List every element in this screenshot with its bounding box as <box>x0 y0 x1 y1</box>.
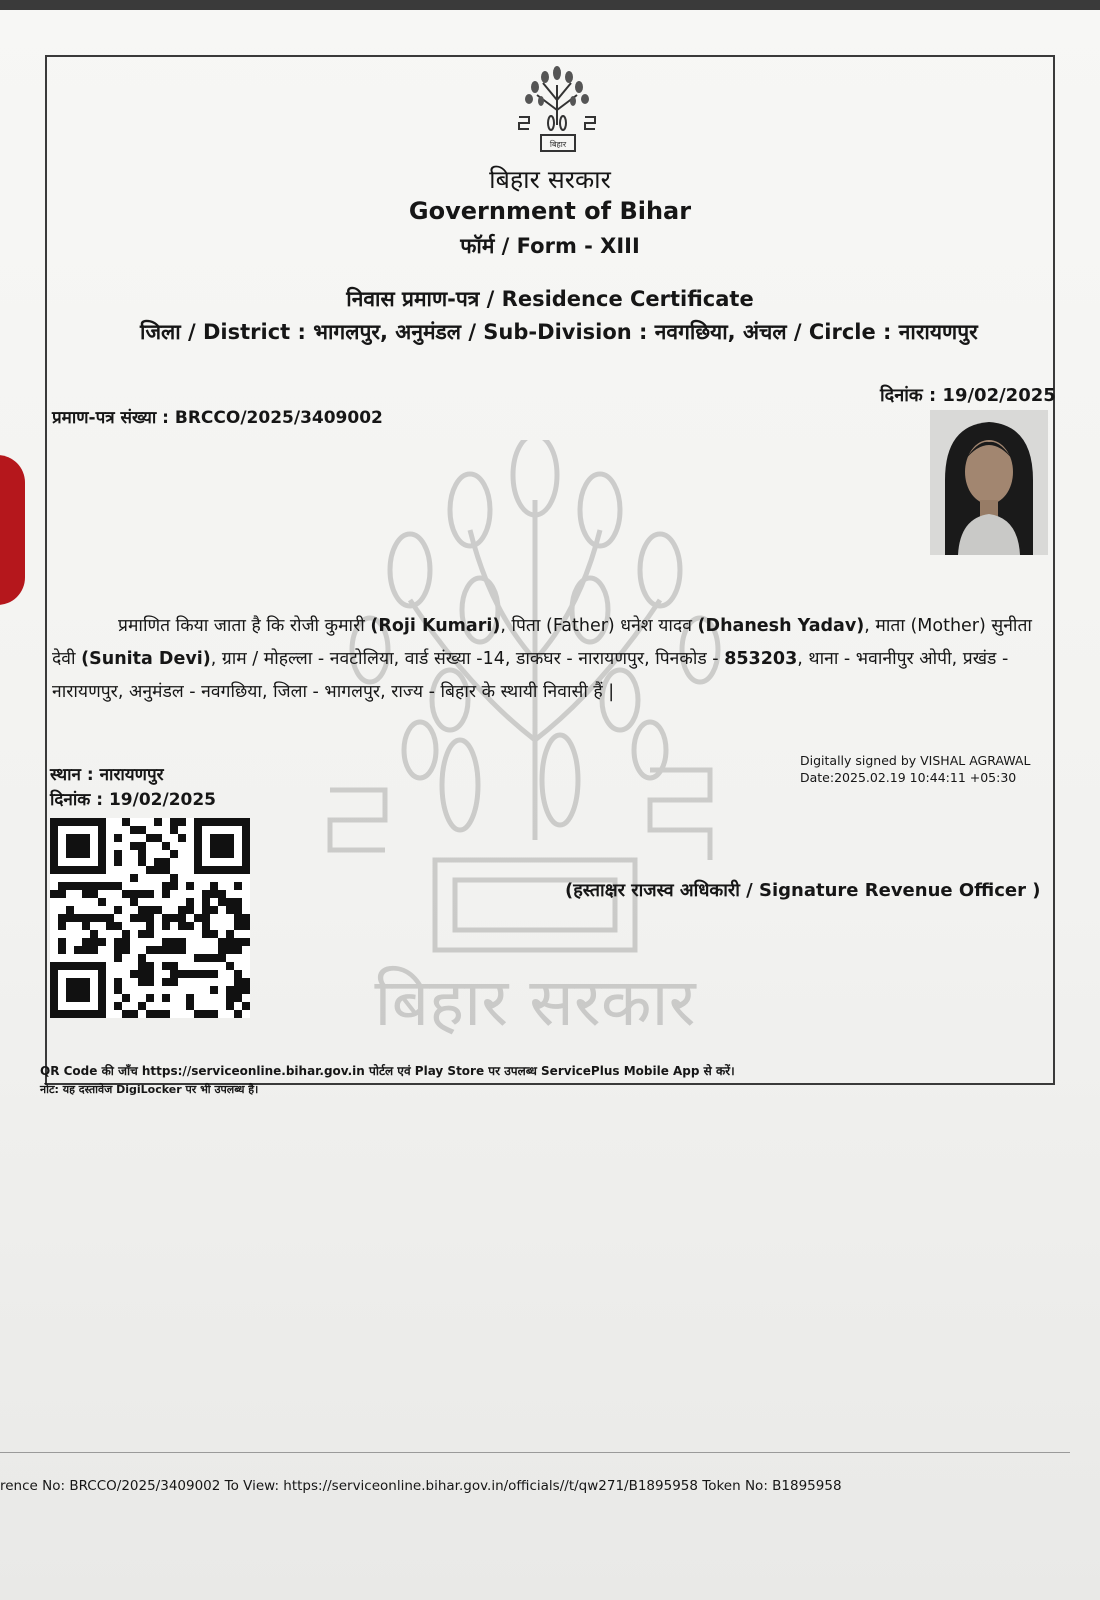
qr-module <box>82 938 90 946</box>
qr-module <box>114 906 122 914</box>
qr-module <box>58 922 66 930</box>
certificate-title: निवास प्रमाण-पत्र / Residence Certificate <box>346 287 754 311</box>
qr-module <box>138 970 146 978</box>
qr-module <box>130 874 138 882</box>
qr-module <box>106 882 114 890</box>
qr-module <box>178 818 186 826</box>
digital-signature-signer: Digitally signed by VISHAL AGRAWAL <box>800 753 1031 768</box>
scan-edge-shadow <box>0 0 1100 10</box>
qr-module <box>178 970 186 978</box>
title-hindi: बिहार सरकार <box>489 165 611 194</box>
qr-module <box>138 858 146 866</box>
qr-module <box>114 858 122 866</box>
qr-module <box>98 882 106 890</box>
digilocker-note: नोट: यह दस्तावेज DigiLocker पर भी उपलब्ध है। <box>40 1083 259 1096</box>
qr-module <box>226 930 234 938</box>
qr-module <box>82 890 90 898</box>
qr-module <box>98 914 106 922</box>
qr-module <box>82 914 90 922</box>
qr-module <box>178 906 186 914</box>
qr-module <box>114 1002 122 1010</box>
qr-module <box>146 946 154 954</box>
qr-module <box>218 946 226 954</box>
qr-module <box>82 946 90 954</box>
qr-module <box>130 842 138 850</box>
watermark-text: बिहार सरकार <box>374 964 696 1040</box>
qr-module <box>202 906 210 914</box>
bihar-emblem-icon <box>515 65 600 160</box>
qr-module <box>138 914 146 922</box>
qr-module <box>170 818 178 826</box>
qr-module <box>202 890 210 898</box>
qr-module <box>90 882 98 890</box>
qr-module <box>202 914 210 922</box>
qr-module <box>234 1010 242 1018</box>
qr-module <box>138 962 146 970</box>
qr-module <box>202 954 210 962</box>
qr-module <box>138 930 146 938</box>
qr-module <box>178 834 186 842</box>
qr-module <box>210 986 218 994</box>
qr-module <box>202 970 210 978</box>
qr-module <box>114 954 122 962</box>
qr-module <box>234 986 242 994</box>
digital-signature <box>800 752 1060 786</box>
qr-module <box>138 890 146 898</box>
qr-module <box>194 914 202 922</box>
qr-module <box>162 882 170 890</box>
qr-module <box>138 842 146 850</box>
qr-module <box>170 946 178 954</box>
qr-module <box>130 890 138 898</box>
qr-module <box>234 898 242 906</box>
body-part-1: प्रमाणित किया जाता है कि रोजी कुमारी <box>118 616 365 636</box>
qr-module <box>90 890 98 898</box>
qr-module <box>58 882 66 890</box>
qr-module <box>170 962 178 970</box>
qr-module <box>186 898 194 906</box>
qr-module <box>162 994 170 1002</box>
qr-module <box>114 850 122 858</box>
qr-module <box>130 1010 138 1018</box>
qr-module <box>114 938 122 946</box>
qr-module <box>138 826 146 834</box>
qr-module <box>106 922 114 930</box>
qr-module <box>218 938 226 946</box>
body-part-2: , पिता (Father) धनेश यादव <box>500 616 692 636</box>
qr-module <box>122 1010 130 1018</box>
qr-module <box>178 946 186 954</box>
qr-module <box>226 938 234 946</box>
qr-module <box>130 898 138 906</box>
qr-module <box>234 882 242 890</box>
qr-module <box>170 874 178 882</box>
qr-module <box>242 922 250 930</box>
qr-module <box>234 946 242 954</box>
qr-module <box>138 1002 146 1010</box>
qr-module <box>218 954 226 962</box>
qr-module <box>234 978 242 986</box>
certificate-body <box>52 610 1042 709</box>
mother-name: (Sunita Devi) <box>81 649 211 669</box>
qr-module <box>66 914 74 922</box>
qr-module <box>194 970 202 978</box>
qr-module <box>154 866 162 874</box>
qr-module <box>210 1010 218 1018</box>
qr-module <box>58 938 66 946</box>
qr-module <box>170 850 178 858</box>
qr-module <box>66 882 74 890</box>
qr-module <box>186 906 194 914</box>
qr-module <box>178 938 186 946</box>
qr-module <box>114 986 122 994</box>
qr-module <box>178 922 186 930</box>
qr-module <box>74 946 82 954</box>
qr-module <box>210 890 218 898</box>
qr-module <box>170 970 178 978</box>
body-part-3: , माता (Mother) सुनीता देवी <box>52 616 1032 669</box>
qr-module <box>154 818 162 826</box>
qr-module <box>90 938 98 946</box>
qr-module <box>146 890 154 898</box>
pincode: 853203 <box>724 649 798 669</box>
qr-module <box>50 890 58 898</box>
qr-module <box>234 938 242 946</box>
qr-module <box>186 1002 194 1010</box>
body-part-5: , थाना - भवानीपुर ओपी, प्रखंड - नारायणपुर, अनुमंडल - नवगछिया, जिला - भागलपुर, राज्य - बिहार के स्थायी निवासी हैं | <box>52 649 1009 702</box>
qr-module <box>194 1010 202 1018</box>
qr-module <box>138 906 146 914</box>
qr-module <box>234 914 242 922</box>
qr-module <box>162 978 170 986</box>
qr-module <box>186 970 194 978</box>
qr-module <box>146 930 154 938</box>
qr-module <box>226 994 234 1002</box>
qr-module <box>178 914 186 922</box>
qr-module <box>114 882 122 890</box>
qr-module <box>186 994 194 1002</box>
issue-date-top: दिनांक : 19/02/2025 <box>880 385 1056 406</box>
qr-module <box>234 922 242 930</box>
qr-module <box>170 826 178 834</box>
thumb-finger <box>0 455 25 605</box>
qr-module <box>234 906 242 914</box>
qr-module <box>90 914 98 922</box>
footer-divider <box>0 1452 1070 1453</box>
signature-label: (हस्ताक्षर राजस्व अधिकारी / Signature Revenue Officer ) <box>565 880 1041 901</box>
qr-module <box>202 1010 210 1018</box>
qr-module <box>146 994 154 1002</box>
qr-module <box>74 882 82 890</box>
form-number: फॉर्म / Form - XIII <box>460 234 640 258</box>
qr-module <box>154 946 162 954</box>
qr-module <box>154 834 162 842</box>
qr-module <box>210 954 218 962</box>
qr-module <box>218 890 226 898</box>
qr-module <box>234 970 242 978</box>
qr-module <box>146 834 154 842</box>
qr-module <box>170 978 178 986</box>
place-label: स्थान : नारायणपुर <box>50 765 164 785</box>
qr-module <box>74 914 82 922</box>
qr-module <box>242 986 250 994</box>
qr-module <box>210 970 218 978</box>
bihar-emblem-watermark <box>320 440 750 1040</box>
qr-module <box>98 938 106 946</box>
qr-module <box>154 906 162 914</box>
qr-module <box>186 882 194 890</box>
qr-module <box>106 914 114 922</box>
qr-module <box>154 1010 162 1018</box>
qr-module <box>66 906 74 914</box>
qr-module <box>170 882 178 890</box>
qr-module <box>146 922 154 930</box>
emblem-text: बिहार <box>549 140 567 149</box>
qr-module <box>186 922 194 930</box>
district-line: जिला / District : भागलपुर, अनुमंडल / Sub-Division : नवगछिया, अंचल / Circle : नारायणपुर <box>140 320 978 344</box>
qr-verification-note: QR Code की जाँच https://serviceonline.bihar.gov.in पोर्टल एवं Play Store पर उपलब्ध ServicePlus Mobile App से करें। <box>40 1064 735 1078</box>
qr-module <box>122 938 130 946</box>
qr-module <box>146 914 154 922</box>
qr-module <box>234 994 242 1002</box>
qr-module <box>130 826 138 834</box>
certificate-number: प्रमाण-पत्र संख्या : BRCCO/2025/3409002 <box>52 408 383 428</box>
qr-module <box>210 930 218 938</box>
applicant-photo <box>930 410 1048 555</box>
qr-module <box>194 954 202 962</box>
qr-module <box>226 946 234 954</box>
qr-module <box>170 938 178 946</box>
qr-module <box>146 906 154 914</box>
qr-module <box>58 890 66 898</box>
qr-module <box>82 922 90 930</box>
qr-module <box>146 970 154 978</box>
qr-module <box>122 930 130 938</box>
qr-module <box>202 898 210 906</box>
qr-code[interactable] <box>50 818 250 1018</box>
qr-module <box>98 898 106 906</box>
qr-module <box>202 930 210 938</box>
qr-module <box>130 970 138 978</box>
qr-module <box>162 858 170 866</box>
qr-module <box>226 906 234 914</box>
qr-module <box>162 922 170 930</box>
qr-module <box>226 1002 234 1010</box>
qr-module <box>114 834 122 842</box>
qr-module <box>162 842 170 850</box>
footer-reference: rence No: BRCCO/2025/3409002 To View: https://serviceonline.bihar.gov.in/officials//t/qw271/B1895958 Token No: B1895958 <box>0 1478 842 1494</box>
qr-module <box>146 1010 154 1018</box>
qr-module <box>170 914 178 922</box>
qr-module <box>58 946 66 954</box>
qr-module <box>242 914 250 922</box>
qr-module <box>146 962 154 970</box>
qr-module <box>90 930 98 938</box>
qr-module <box>210 906 218 914</box>
qr-module <box>162 1010 170 1018</box>
qr-module <box>242 938 250 946</box>
qr-module <box>154 858 162 866</box>
qr-module <box>242 1002 250 1010</box>
father-name: (Dhanesh Yadav) <box>697 616 865 636</box>
qr-module <box>138 954 146 962</box>
qr-module <box>218 898 226 906</box>
body-part-4: , ग्राम / मोहल्ला - नवटोलिया, वार्ड संख्या -14, डाकघर - नारायणपुर, पिनकोड - <box>210 649 719 669</box>
qr-module <box>122 818 130 826</box>
qr-module <box>122 946 130 954</box>
qr-module <box>122 994 130 1002</box>
qr-module <box>122 890 130 898</box>
applicant-name: (Roji Kumari) <box>370 616 501 636</box>
qr-module <box>242 978 250 986</box>
qr-module <box>202 922 210 930</box>
qr-module <box>162 962 170 970</box>
qr-module <box>58 914 66 922</box>
qr-module <box>226 986 234 994</box>
title-english: Government of Bihar <box>408 197 692 225</box>
issue-date-bottom: दिनांक : 19/02/2025 <box>50 790 217 810</box>
qr-module <box>162 938 170 946</box>
qr-module <box>146 978 154 986</box>
qr-module <box>146 866 154 874</box>
qr-module <box>138 850 146 858</box>
qr-module <box>162 890 170 898</box>
qr-module <box>90 946 98 954</box>
qr-module <box>138 978 146 986</box>
qr-module <box>114 946 122 954</box>
qr-module <box>226 962 234 970</box>
digital-signature-date: Date:2025.02.19 10:44:11 +05:30 <box>800 770 1017 785</box>
qr-module <box>162 914 170 922</box>
qr-module <box>162 866 170 874</box>
qr-module <box>114 978 122 986</box>
qr-module <box>162 946 170 954</box>
qr-module <box>226 898 234 906</box>
qr-module <box>210 882 218 890</box>
qr-module <box>114 922 122 930</box>
qr-module <box>130 914 138 922</box>
qr-module <box>82 882 90 890</box>
